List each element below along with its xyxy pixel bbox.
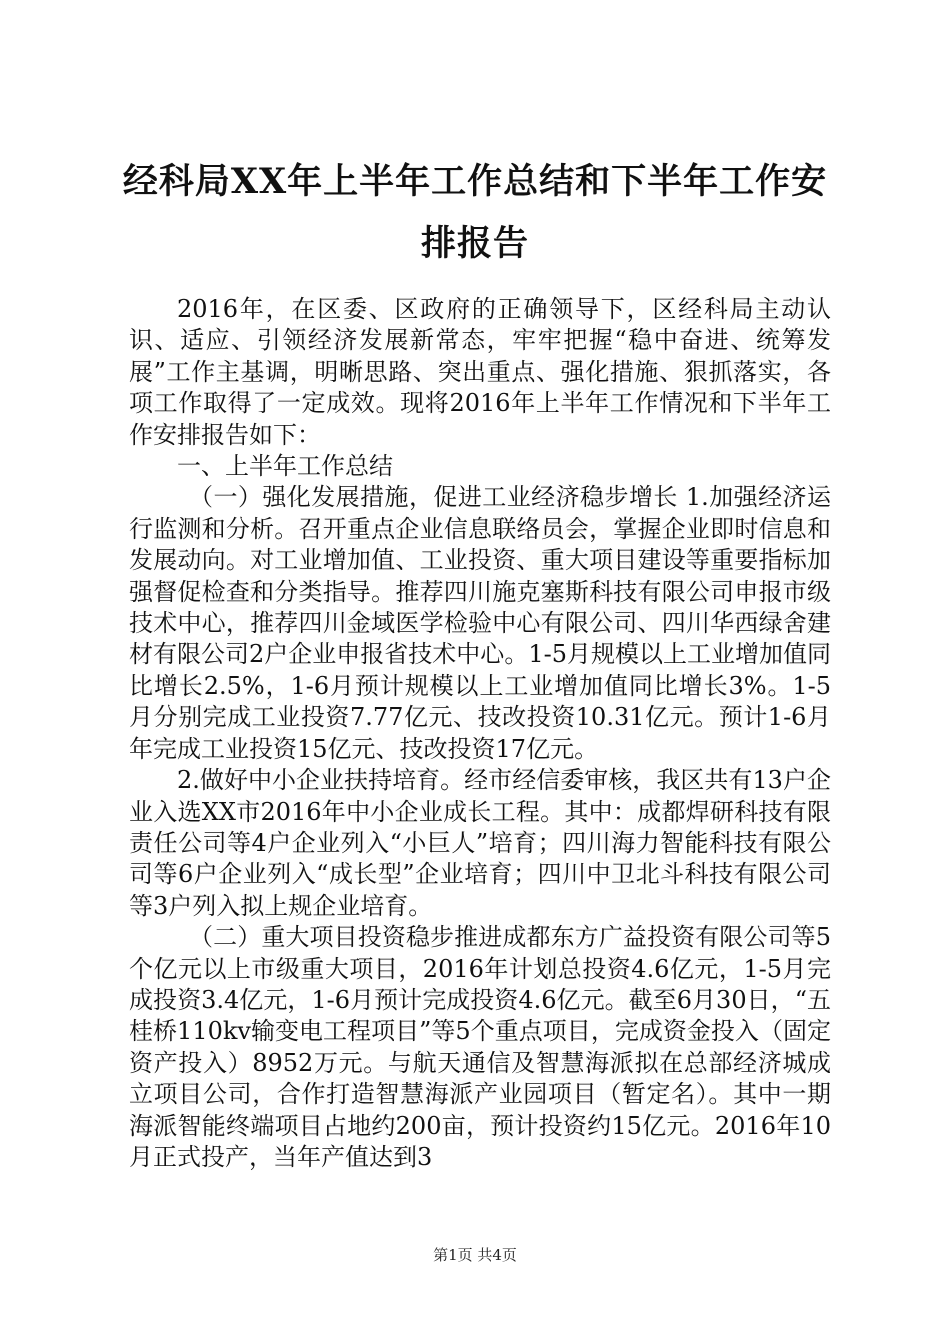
document-title-line-2: 排报告 bbox=[420, 223, 529, 264]
document-body bbox=[129, 294, 831, 1173]
document-title-line-1: 经科局XX年上半年工作总结和下半年工作安 bbox=[122, 161, 828, 202]
intro-paragraph: 2016年，在区委、区政府的正确领导下，区经科局主动认识、适应、引领经济发展新常态，牢牢把握“稳中奋进、统筹发展”工作主基调，明晰思路、突出重点、强化措施、狠抓落实，各项工作取得了一定成效。现将2016年上半年工作情况和下半年工作安排报告如下： bbox=[129, 295, 831, 449]
subsection-1-paragraph: （一）强化发展措施，促进工业经济稳步增长 1.加强经济运行监测和分析。召开重点企业信息联络员会，掌握企业即时信息和发展动向。对工业增加值、工业投资、重大项目建设等重要指标加强督促检查和分类指导。推荐四川施克塞斯科技有限公司申报市级技术中心，推荐四川金域医学检验中心有限公司、四川华西绿舍建材有限公司2户企业申报省技术中心。1-5月规模以上工业增加值同比增长2.5%，1-6月预计规模以上工业增加值同比增长3%。1-5月分别完成工业投资7.77亿元、技改投资10.31亿元。预计1-6月年完成工业投资15亿元、技改投资17亿元。 bbox=[129, 483, 831, 763]
subsection-2-paragraph: （二）重大项目投资稳步推进成都东方广益投资有限公司等5个亿元以上市级重大项目，2016年计划总投资4.6亿元，1-5月完成投资3.4亿元，1-6月预计完成投资4.6亿元。截至6月30日，“五桂桥110kv输变电工程项目”等5个重点项目，完成资金投入（固定资产投入）8952万元。与航天通信及智慧海派拟在总部经济城成立项目公司，合作打造智慧海派产业园项目（暂定名）。其中一期海派智能终端项目占地约200亩，预计投资约15亿元。2016年10月正式投产，当年产值达到3 bbox=[129, 923, 831, 1171]
section-heading: 一、上半年工作总结 bbox=[177, 452, 393, 481]
page-number-footer: 第1页 共4页 bbox=[433, 1246, 517, 1264]
sme-support-paragraph: 2.做好中小企业扶持培育。经市经信委审核，我区共有13户企业入选XX市2016年中小企业成长工程。其中：成都焊研科技有限责任公司等4户企业列入“小巨人”培育；四川海力智能科技有限公司等6户企业列入“成长型”企业培育；四川中卫北斗科技有限公司等3户列入拟上规企业培育。 bbox=[129, 766, 831, 920]
